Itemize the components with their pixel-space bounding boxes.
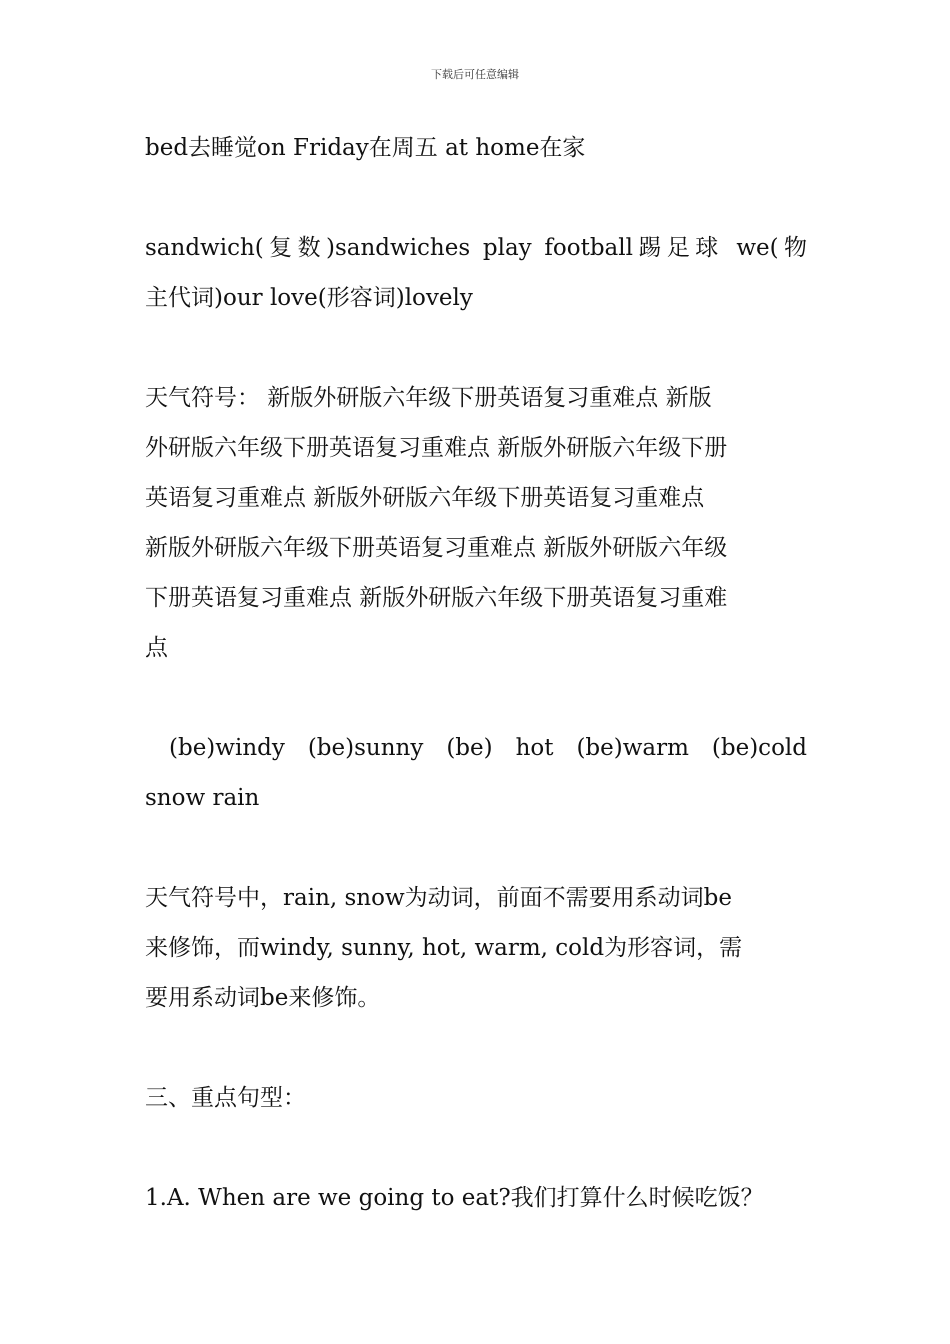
text-line: 主代词)our love(形容词)lovely [145,285,473,311]
text-line: snow rain [145,785,260,811]
text-line: 天气符号： 新版外研版六年级下册英语复习重难点 新版 [145,385,712,411]
grammar-note-paragraph [145,873,807,1023]
key-sentence-paragraph [145,1173,807,1223]
vocab-paragraph-2 [145,223,807,323]
text-line: 要用系动词be来修饰。 [145,985,381,1011]
document-body [145,123,807,1273]
text-line: 英语复习重难点 新版外研版六年级下册英语复习重难点 [145,485,705,511]
text-line: 三、重点句型： [145,1085,306,1111]
weather-words-paragraph [145,723,807,823]
text-line: 1.A. When are we going to eat?我们打算什么时候吃饭？ [145,1185,764,1211]
weather-symbols-paragraph [145,373,807,673]
text-line: (be)windy (be)sunny (be) hot (be)warm (be)cold [169,735,807,761]
vocab-paragraph-1 [145,123,807,173]
text-line: bed去睡觉on Friday在周五 at home在家 [145,135,586,161]
page-header: 下载后可任意编辑 [431,68,519,81]
section-heading [145,1073,807,1123]
text-line: 天气符号中，rain, snow为动词，前面不需要用系动词be [145,885,732,911]
text-line: sandwich(复数)sandwiches play football踢足球 we(物 [145,235,807,261]
text-line: 新版外研版六年级下册英语复习重难点 新版外研版六年级 [145,535,728,561]
text-line: 点 [145,635,168,661]
text-line: 下册英语复习重难点 新版外研版六年级下册英语复习重难 [145,585,728,611]
text-line: 外研版六年级下册英语复习重难点 新版外研版六年级下册 [145,435,728,461]
text-line: 来修饰，而windy, sunny, hot, warm, cold为形容词，需 [145,935,743,961]
